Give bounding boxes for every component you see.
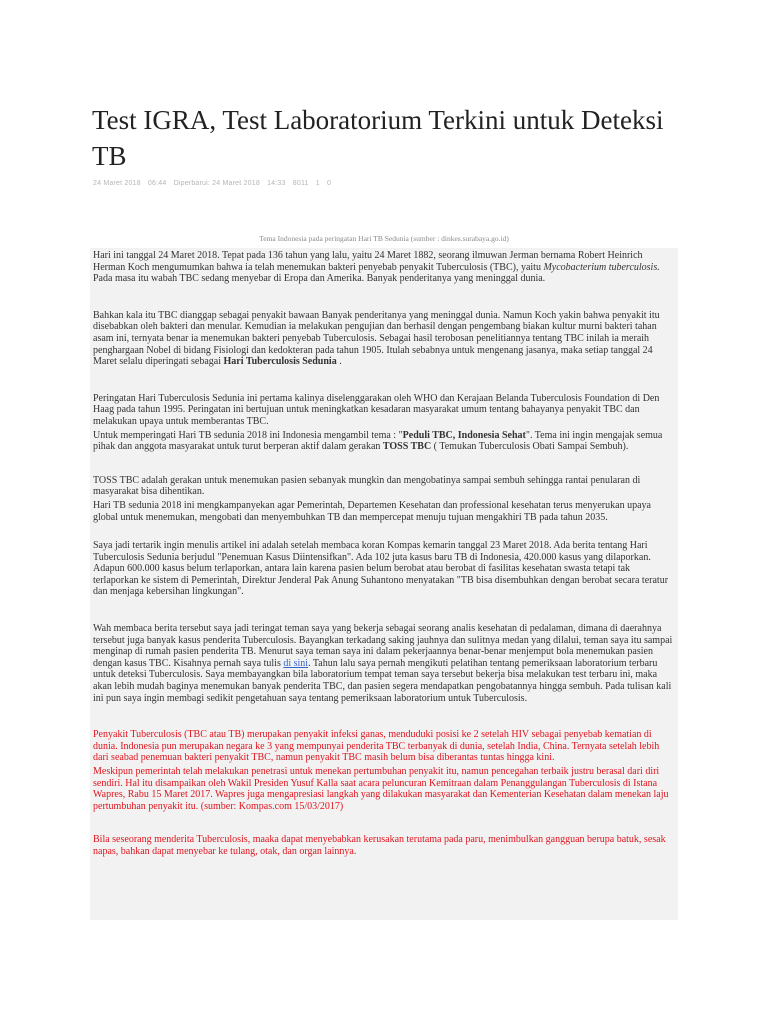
italic-species: Mycobacterium tuberculosis.	[543, 261, 660, 273]
publish-date: 24 Maret 2018	[93, 180, 141, 187]
publish-time: 06:44	[147, 180, 167, 187]
paragraph-3: Peringatan Hari Tuberculosis Sedunia ini pertama kalinya diselenggarakan oleh WHO dan Kerajaan Belanda Tuberculosis Foundation di Den Haag pada tahun 1995. Peringatan ini bertujuan untuk meningkatkan kesadaran masyarakat umum tentang bahayanya penyakit TBC dan melakukan upaya untuk memberantas TBC.	[93, 392, 660, 427]
paragraph-5: TOSS TBC adalah gerakan untuk menemukan pasien sebanyak mungkin dan mengobatinya sampai sembuh sehingga rantai penularan di masyarakat bisa dihentikan.	[93, 474, 641, 498]
updated-time: 14:33	[267, 180, 286, 187]
paragraph-9: Penyakit Tuberculosis (TBC atau TB) merupakan penyakit infeksi ganas, menduduki posisi ke 2 setelah HIV sebagai penyebab kematian di dunia. Indonesia pun merupakan negara ke 3 yang mempunyai penderita TBC terbanyak di dunia, setelah India, China. Ternyata setelah lebih dari seabad penemuan bakteri penyakit TBC, namun penyakit TBC masih belum bisa diberantas tuntas hingga kini.	[93, 729, 660, 764]
bold-hari-tb: Hari Tuberculosis Sedunia	[223, 356, 337, 368]
article-meta	[93, 180, 336, 187]
paragraph-10: Meskipun pemerintah telah melakukan penetrasi untuk menekan pertumbuhan penyakit itu, namun pencegahan terbaik justru berasal dari diri sendiri. Hal itu disampaikan oleh Wakil Presiden Yusuf Kalla saat acara peluncuran Kemitraan dalam Penanggulangan Tuberculosis di Istana Wapres, Rabu 15 Maret 2017. Wapres juga mengapresiasi langkah yang dilakukan masyarakat dan Kementerian Kesehatan dalam menekan laju pertumbuhan penyakit itu. (sumber: Kompas.com 15/03/2017)	[93, 766, 669, 812]
story-link[interactable]: di sini	[283, 657, 309, 669]
bold-theme: Peduli TBC, Indonesia Sehat	[402, 429, 526, 441]
paragraph-2: Bahkan kala itu TBC dianggap sebagai penyakit bawaan Banyak penderitanya yang meninggal dunia. Namun Koch yakin bahwa penyakit itu disebabkan oleh bakteri dan menular. Kemudian ia melakukan pengujian dan berhasil dengan pengembang biakan kultur murni bakteri tahan asam ini, ternyata benar ia menemukan bakteri penyebab Tuberculosis. Sebagai hasil terobosan penelitiannya tentang TBC inilah ia meraih penghargaan Nobel di bidang Fisiologi dan kedokteran pada tahun 1905. Itulah sebabnya untuk mengenang jasanya, maka setiap tanggal 24 Maret selalu diperingati sebagai Hari Tuberculosis Sedunia .	[93, 309, 660, 368]
paragraph-1: Hari ini tanggal 24 Maret 2018. Tepat pada 136 tahun yang lalu, yaitu 24 Maret 1882, seorang ilmuwan Jerman bernama Robert Heinrich Herman Koch mengumumkan bahwa ia telah menemukan bakteri penyebab penyakit Tuberculosis (TBC), yaitu Mycobacterium tuberculosis. Pada masa itu wabah TBC sedang menyebar di Eropa dan Amerika. Banyak penderitanya yang meninggal dunia.	[93, 250, 660, 285]
article-body	[90, 248, 678, 920]
paragraph-11: Bila seseorang menderita Tuberculosis, maaka dapat menyebabkan kerusakan terutama pada paru, menimbulkan gangguan berupa batuk, sesak napas, bahkan dapat menyebar ke tulang, otak, dan organ lainnya.	[93, 834, 666, 857]
paragraph-6: Hari TB sedunia 2018 ini mengkampanyekan agar Pemerintah, Departemen Kesehatan dan professional kesehatan terus menyerukan upaya global untuk menemukan, mengobati dan menyembuhkan TB dan mempercepat menuju tujuan mengakhiri TB pada tahun 2035.	[93, 499, 651, 523]
article-title: Test IGRA, Test Laboratorium Terkini untuk Deteksi TB	[92, 105, 664, 171]
paragraph-4: Untuk memperingati Hari TB sedunia 2018 ini Indonesia mengambil tema : "Peduli TBC, Indonesia Sehat". Tema ini ingin mengajak semua pihak dan anggota masyarakat untuk turut berperan aktif dalam gerakan TOSS TBC ( Temukan Tuberculosis Obati Sampai Sembuh).	[93, 429, 663, 453]
view-count: 8011	[292, 180, 309, 187]
paragraph-8: Wah membaca berita tersebut saya jadi teringat teman saya yang bekerja sebagai seorang analis kesehatan di pedalaman, dimana di daerahnya tersebut juga banyak kasus penderita Tuberculosis. Bayangkan terkadang saking jauhnya dan sulitnya medan yang dilalui, teman saya itu sampai menginap di rumah pasien penderita TB. Menurut saya teman saya ini dalam pekerjaannya benar-benar menjemput bola menemukan pasien dengan kasus TBC. Kisahnya pernah saya tulis di sini. Tahun lalu saya pernah mengikuti pelatihan tentang pemeriksaan laboratorium terbaru untuk deteksi Tuberculosis. Saya membayangkan bila laboratorium tempat teman saya tersebut bekerja bisa melakukan test terbaru ini, maka akan lebih mudah baginya menemukan banyak penderita TBC, dan pasien segera mendapatkan pengobatannya hingga sembuh. Pada tulisan kali ini pun saya ingin membagi sedikit pengetahuan saya tentang pemeriksaan laboratorium untuk Tuberculosis.	[93, 623, 673, 704]
bold-toss-tbc: TOSS TBC	[382, 441, 432, 453]
image-caption: Tema Indonesia pada peringatan Hari TB Sedunia (sumber : dinkes.surabaya.go.id)	[259, 234, 509, 243]
paragraph-7: Saya jadi tertarik ingin menulis artikel ini adalah setelah membaca koran Kompas kemarin tanggal 23 Maret 2018. Ada berita tentang Hari Tuberculosis Sedunia berjudul "Penemuan Kasus Diintensifkan". Ada 102 juta kasus baru TB di Indonesia, 420.000 kasus yang dilaporkan. Adapun 600.000 kasus belum terlaporkan, antara lain karena pasien belum berobat atau berobat di fasilitas kesehatan swasta tetapi tak terlaporkan ke sistem di Pemerintah, Direktur Jenderal Pak Anung Suhantono menyatakan "TB bisa disembuhkan dengan berobat secara teratur dan menjaga kebersihan lingkungan".	[93, 540, 669, 598]
updated-label: Diperbarui: 24 Maret 2018	[173, 180, 260, 187]
rating-count: 1	[315, 180, 320, 187]
comment-count: 0	[327, 180, 332, 187]
